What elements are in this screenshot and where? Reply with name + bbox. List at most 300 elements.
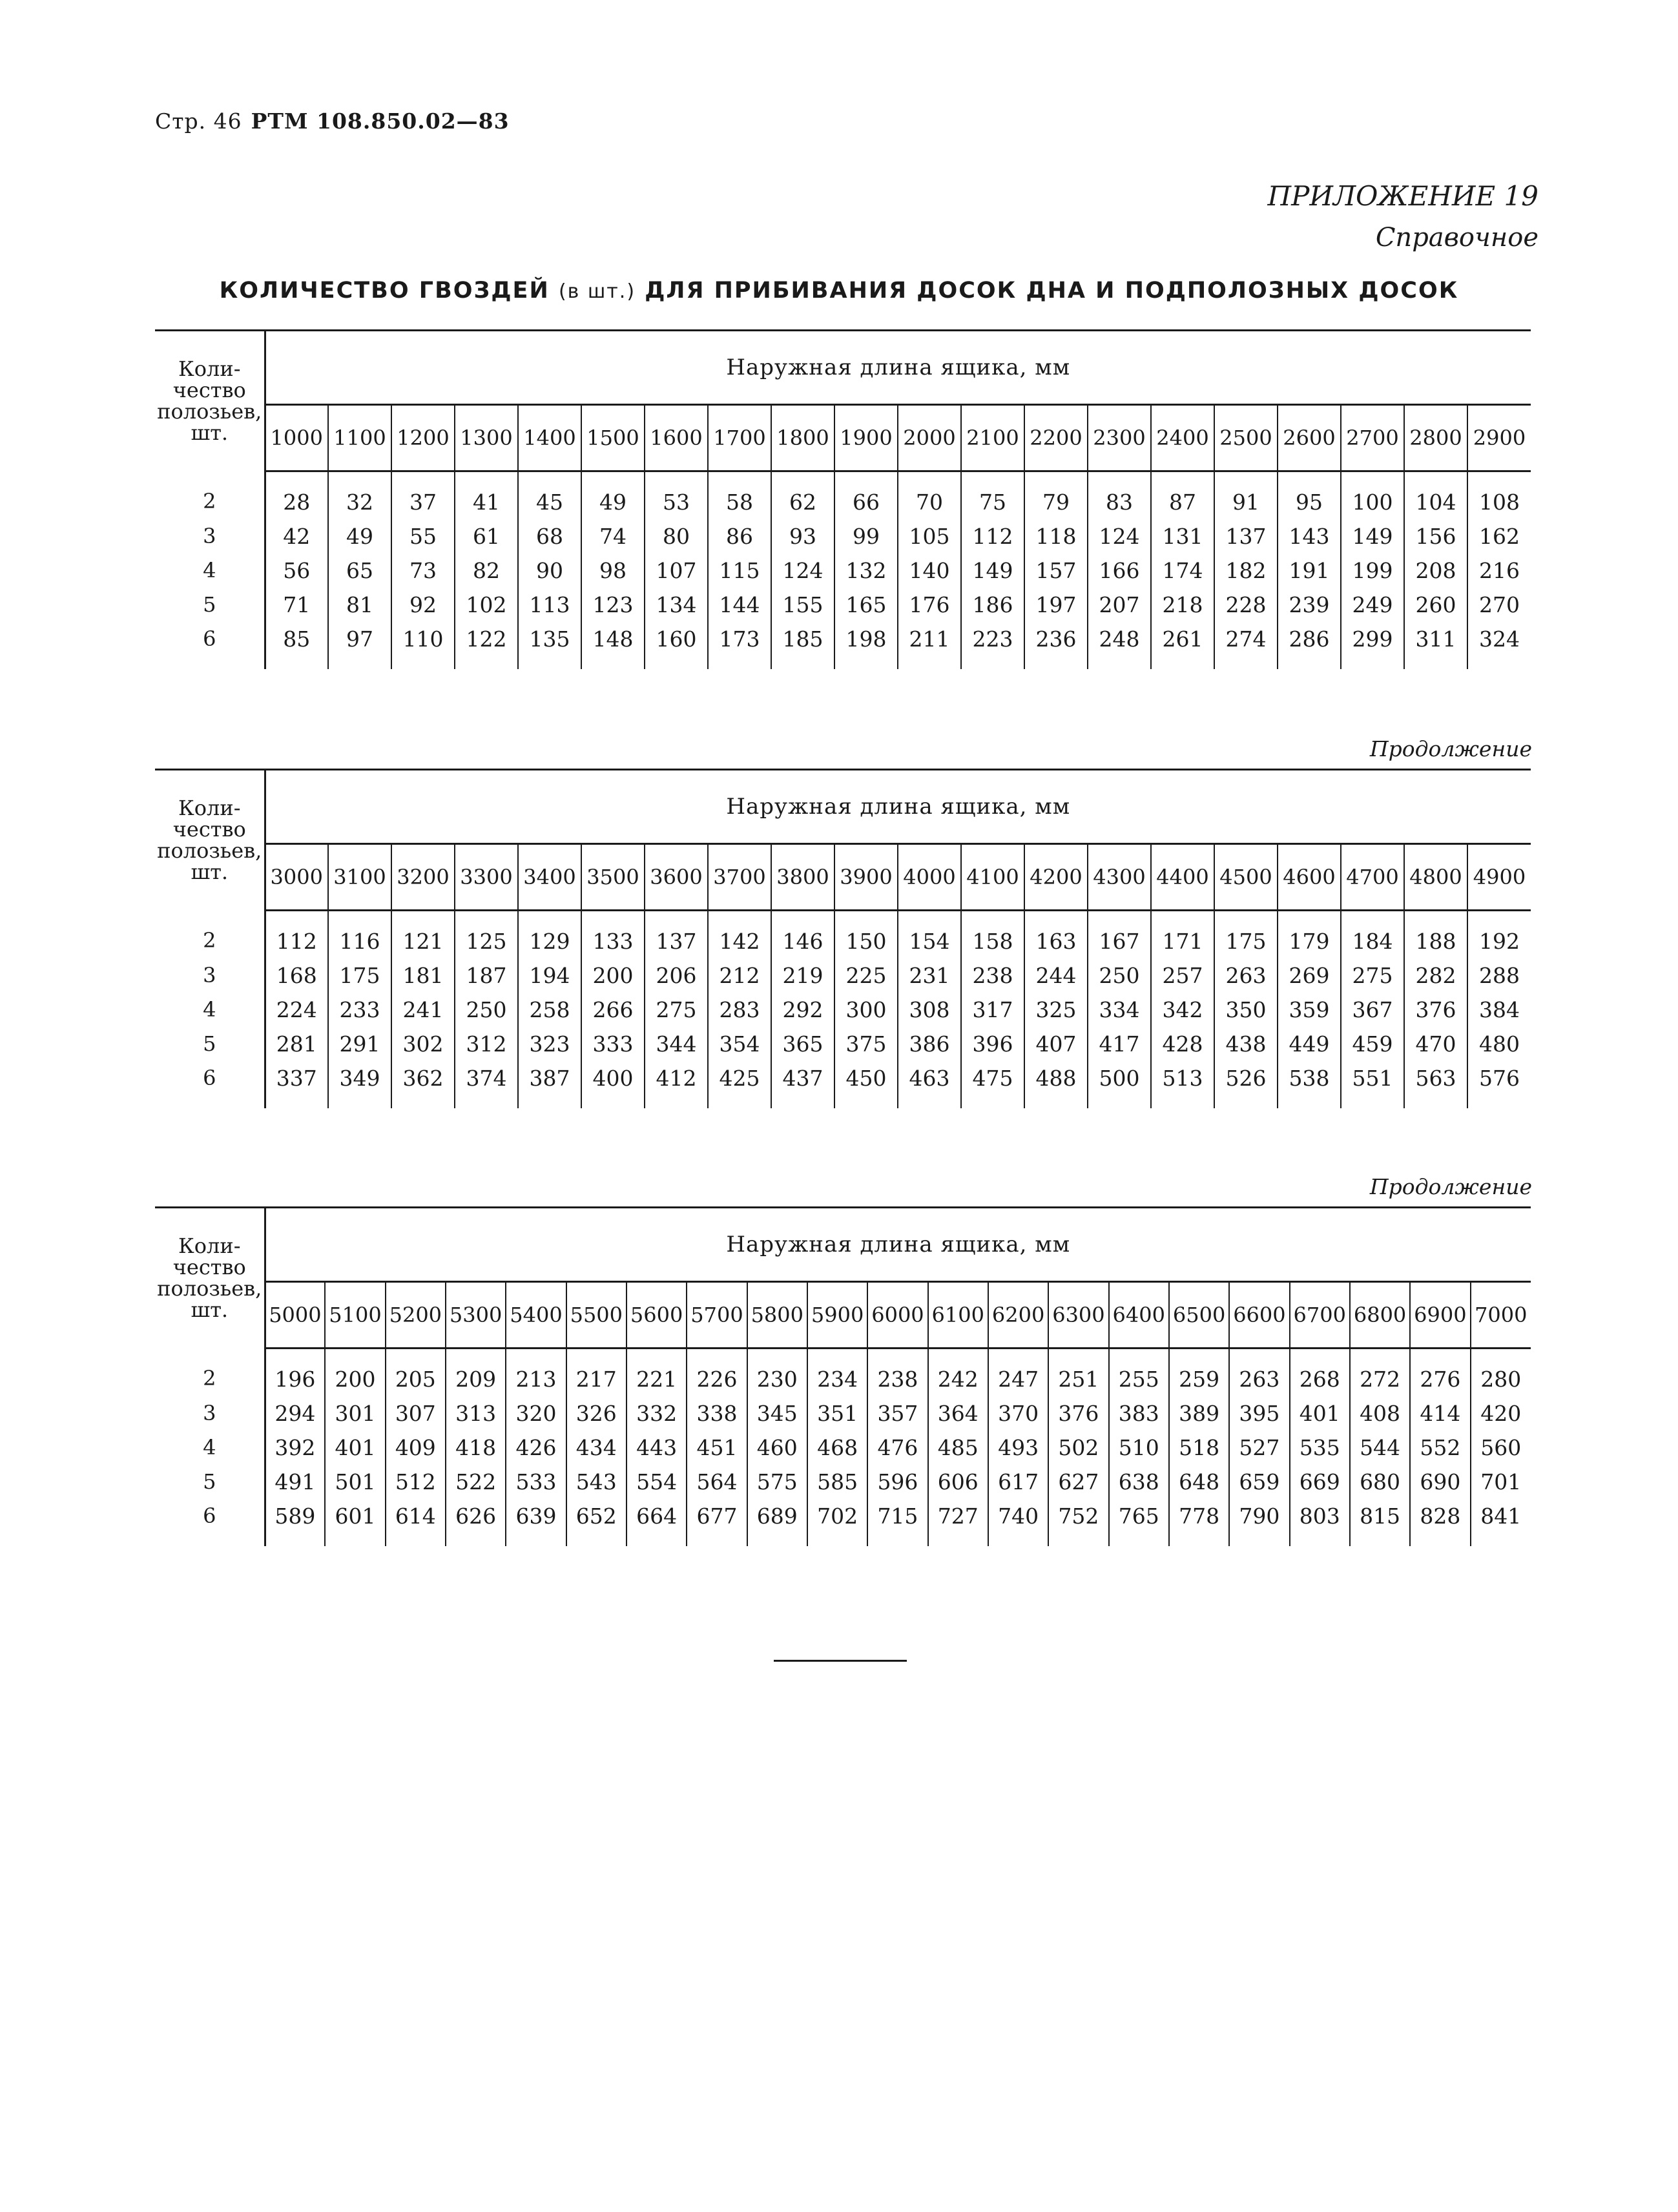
value-cell: 208 [1404, 553, 1467, 588]
length-header-cell: 5700 [687, 1282, 747, 1349]
value-cell: 307 [386, 1396, 446, 1431]
value-cell: 187 [455, 958, 518, 993]
value-cell: 112 [961, 519, 1024, 553]
value-cell: 488 [1024, 1061, 1088, 1108]
value-cell: 211 [898, 622, 961, 669]
value-cell: 125 [455, 911, 518, 959]
value-cell: 351 [807, 1396, 867, 1431]
value-cell: 275 [645, 993, 708, 1027]
value-cell: 308 [898, 993, 961, 1027]
length-header-cell: 6400 [1109, 1282, 1169, 1349]
value-cell: 510 [1109, 1431, 1169, 1465]
value-cell: 389 [1169, 1396, 1229, 1431]
value-cell: 260 [1404, 588, 1467, 622]
value-cell: 513 [1151, 1061, 1214, 1108]
value-cell: 395 [1229, 1396, 1289, 1431]
value-cell: 280 [1480, 1367, 1522, 1392]
value-cell: 533 [506, 1465, 566, 1499]
runners-cell: 6 [155, 622, 265, 669]
length-header-cell: 6600 [1229, 1282, 1289, 1349]
value-cell: 115 [708, 553, 771, 588]
value-cell: 459 [1341, 1027, 1404, 1061]
value-cell: 192 [1479, 929, 1520, 954]
length-header-cell: 1100 [328, 405, 391, 471]
value-cell: 268 [1290, 1349, 1350, 1397]
value-cell: 275 [1341, 958, 1404, 993]
value-cell: 58 [708, 471, 771, 520]
length-header-cell: 1300 [455, 405, 518, 471]
length-header-cell: 1900 [834, 405, 898, 471]
row-header-line: полозьев, [157, 399, 262, 424]
value-cell: 133 [581, 911, 645, 959]
data-table [155, 769, 1531, 1108]
value-cell: 500 [1088, 1061, 1151, 1108]
row-header-line: Коли- [178, 796, 241, 821]
value-cell: 49 [328, 519, 391, 553]
value-cell: 414 [1410, 1396, 1470, 1431]
value-cell: 102 [455, 588, 518, 622]
value-cell: 248 [1088, 622, 1151, 669]
value-cell: 263 [1229, 1349, 1289, 1397]
page-header [155, 109, 510, 134]
length-header-cell: 4100 [961, 844, 1024, 911]
value-cell: 418 [446, 1431, 506, 1465]
length-header-cell: 5400 [506, 1282, 566, 1349]
value-cell: 250 [455, 993, 518, 1027]
runners-cell: 4 [155, 993, 265, 1027]
value-cell: 648 [1169, 1465, 1229, 1499]
value-cell: 32 [328, 471, 391, 520]
value-cell: 386 [898, 1027, 961, 1061]
runners-cell: 5 [155, 1027, 265, 1061]
value-cell: 375 [834, 1027, 898, 1061]
value-cell: 233 [328, 993, 391, 1027]
value-cell: 99 [834, 519, 898, 553]
value-cell: 258 [518, 993, 581, 1027]
value-cell: 585 [807, 1465, 867, 1499]
value-cell: 207 [1088, 588, 1151, 622]
length-header-cell: 2400 [1151, 405, 1214, 471]
continuation-label-1: Продолжение [1369, 736, 1532, 761]
value-cell: 426 [506, 1431, 566, 1465]
value-cell: 463 [898, 1061, 961, 1108]
value-cell: 85 [265, 622, 328, 669]
value-cell: 606 [928, 1465, 988, 1499]
length-header-cell: 2200 [1024, 405, 1088, 471]
value-cell: 560 [1480, 1435, 1522, 1460]
value-cell: 333 [581, 1027, 645, 1061]
value-cell: 95 [1278, 471, 1341, 520]
value-cell: 270 [1479, 592, 1520, 617]
length-header-row [155, 405, 1531, 471]
value-cell: 790 [1229, 1499, 1289, 1546]
value-cell: 282 [1404, 958, 1467, 993]
value-cell: 460 [747, 1431, 807, 1465]
value-cell: 244 [1024, 958, 1088, 993]
row-header-cell [155, 1208, 265, 1349]
value-cell: 437 [771, 1061, 834, 1108]
value-cell: 438 [1214, 1027, 1278, 1061]
value-cell: 376 [1048, 1396, 1108, 1431]
runners-cell: 2 [155, 911, 265, 959]
value-cell: 512 [386, 1465, 446, 1499]
value-cell: 576 [1479, 1066, 1520, 1091]
value-cell: 263 [1214, 958, 1278, 993]
value-cell: 312 [455, 1027, 518, 1061]
value-cell: 551 [1341, 1061, 1404, 1108]
value-cell: 338 [687, 1396, 747, 1431]
value-cell: 182 [1214, 553, 1278, 588]
length-header-cell: 3000 [265, 844, 328, 911]
value-cell: 213 [506, 1349, 566, 1397]
length-header-cell: 1700 [708, 405, 771, 471]
value-cell: 563 [1404, 1061, 1467, 1108]
length-header-cell: 5800 [747, 1282, 807, 1349]
length-header-row [155, 844, 1531, 911]
value-cell: 42 [265, 519, 328, 553]
value-cell: 286 [1278, 622, 1341, 669]
length-header-cell: 3500 [581, 844, 645, 911]
value-cell: 140 [898, 553, 961, 588]
value-cell: 526 [1214, 1061, 1278, 1108]
value-cell: 171 [1151, 911, 1214, 959]
value-cell: 191 [1278, 553, 1341, 588]
length-header-cell: 2600 [1278, 405, 1341, 471]
value-cell: 238 [961, 958, 1024, 993]
value-cell: 544 [1350, 1431, 1410, 1465]
value-cell: 121 [391, 911, 455, 959]
value-cell: 236 [1024, 622, 1088, 669]
runners-cell: 2 [155, 1349, 265, 1397]
value-cell: 294 [265, 1396, 325, 1431]
value-cell: 392 [265, 1431, 325, 1465]
value-cell: 325 [1024, 993, 1088, 1027]
value-cell: 122 [455, 622, 518, 669]
value-cell: 276 [1410, 1349, 1470, 1397]
page-title [0, 278, 1678, 304]
value-cell: 409 [386, 1431, 446, 1465]
length-header-cell: 3100 [328, 844, 391, 911]
value-cell: 179 [1278, 911, 1341, 959]
value-cell: 554 [627, 1465, 687, 1499]
value-cell: 71 [265, 588, 328, 622]
value-cell: 197 [1024, 588, 1088, 622]
length-header-cell: 5200 [386, 1282, 446, 1349]
value-cell: 428 [1151, 1027, 1214, 1061]
value-cell: 317 [961, 993, 1024, 1027]
length-header-cell: 4200 [1024, 844, 1088, 911]
value-cell: 342 [1151, 993, 1214, 1027]
value-cell: 288 [1479, 963, 1520, 988]
value-cell: 112 [265, 911, 328, 959]
value-cell: 659 [1229, 1465, 1289, 1499]
length-header-cell: 4900 [1467, 844, 1531, 911]
value-cell: 626 [446, 1499, 506, 1546]
value-cell: 160 [645, 622, 708, 669]
value-cell: 205 [386, 1349, 446, 1397]
length-header-cell: 6800 [1350, 1282, 1410, 1349]
value-cell: 476 [867, 1431, 927, 1465]
value-cell: 401 [325, 1431, 385, 1465]
value-cell: 680 [1350, 1465, 1410, 1499]
nails-table-1 [155, 329, 1531, 669]
value-cell: 543 [566, 1465, 627, 1499]
value-cell: 564 [687, 1465, 747, 1499]
value-cell: 134 [645, 588, 708, 622]
length-header-cell: 4700 [1341, 844, 1404, 911]
value-cell: 345 [747, 1396, 807, 1431]
length-header-row [155, 1282, 1531, 1349]
value-cell: 367 [1341, 993, 1404, 1027]
row-header-line: шт. [191, 860, 229, 885]
column-group-title: Наружная длина ящика, мм [265, 1208, 1531, 1282]
value-cell: 116 [328, 911, 391, 959]
row-header-line: чество [172, 817, 246, 842]
value-cell: 283 [708, 993, 771, 1027]
value-cell: 181 [391, 958, 455, 993]
value-cell: 332 [627, 1396, 687, 1431]
value-cell: 349 [328, 1061, 391, 1108]
value-cell: 247 [988, 1349, 1048, 1397]
runners-cell: 3 [155, 958, 265, 993]
value-cell: 420 [1480, 1401, 1522, 1426]
value-cell: 740 [988, 1499, 1048, 1546]
table-row [155, 622, 1531, 669]
value-cell: 301 [325, 1396, 385, 1431]
row-header-line: шт. [191, 1297, 229, 1323]
appendix-number: ПРИЛОЖЕНИЕ 19 [1267, 180, 1538, 212]
value-cell: 176 [898, 588, 961, 622]
value-cell: 259 [1169, 1349, 1229, 1397]
value-cell: 575 [747, 1465, 807, 1499]
value-cell: 231 [898, 958, 961, 993]
value-cell: 70 [898, 471, 961, 520]
length-header-cell: 2000 [898, 405, 961, 471]
length-header-cell: 6500 [1169, 1282, 1229, 1349]
value-cell: 167 [1088, 911, 1151, 959]
value-cell: 425 [708, 1061, 771, 1108]
table-row [155, 1061, 1531, 1108]
table-row [155, 1396, 1531, 1431]
table-row [155, 553, 1531, 588]
value-cell: 480 [1479, 1031, 1520, 1057]
value-cell: 163 [1024, 911, 1088, 959]
table-row [155, 588, 1531, 622]
value-cell: 66 [834, 471, 898, 520]
row-header-line: Коли- [178, 357, 241, 382]
value-cell: 272 [1350, 1349, 1410, 1397]
column-group-title: Наружная длина ящика, мм [265, 770, 1531, 844]
value-cell: 251 [1048, 1349, 1108, 1397]
value-cell: 142 [708, 911, 771, 959]
length-header-cell: 4800 [1404, 844, 1467, 911]
value-cell: 324 [1479, 626, 1520, 652]
value-cell: 185 [771, 622, 834, 669]
value-cell: 225 [834, 958, 898, 993]
value-cell: 376 [1404, 993, 1467, 1027]
value-cell: 493 [988, 1431, 1048, 1465]
value-cell: 174 [1151, 553, 1214, 588]
value-cell: 216 [1479, 558, 1520, 583]
value-cell: 300 [834, 993, 898, 1027]
value-cell: 158 [961, 911, 1024, 959]
value-cell: 589 [265, 1499, 325, 1546]
document-code: РТМ 108.850.02—83 [251, 109, 510, 134]
value-cell: 638 [1109, 1465, 1169, 1499]
value-cell: 230 [747, 1349, 807, 1397]
length-header-cell: 4500 [1214, 844, 1278, 911]
value-cell: 313 [446, 1396, 506, 1431]
value-cell: 239 [1278, 588, 1341, 622]
value-cell: 37 [391, 471, 455, 520]
value-cell: 384 [1479, 997, 1520, 1022]
length-header-cell: 1400 [518, 405, 581, 471]
value-cell: 90 [518, 553, 581, 588]
length-header-cell: 4400 [1151, 844, 1214, 911]
nails-table-2 [155, 769, 1531, 1108]
value-cell: 144 [708, 588, 771, 622]
value-cell: 370 [988, 1396, 1048, 1431]
value-cell: 154 [898, 911, 961, 959]
value-cell: 354 [708, 1027, 771, 1061]
value-cell: 501 [325, 1465, 385, 1499]
length-header-cell: 3400 [518, 844, 581, 911]
value-cell: 249 [1341, 588, 1404, 622]
length-header-cell: 4000 [898, 844, 961, 911]
value-cell: 149 [961, 553, 1024, 588]
value-cell: 113 [518, 588, 581, 622]
runners-cell: 3 [155, 1396, 265, 1431]
length-header-cell: 1800 [771, 405, 834, 471]
value-cell: 344 [645, 1027, 708, 1061]
length-header-cell: 6200 [988, 1282, 1048, 1349]
value-cell: 702 [807, 1499, 867, 1546]
value-cell: 601 [325, 1499, 385, 1546]
value-cell: 364 [928, 1396, 988, 1431]
row-header-cell [155, 770, 265, 911]
value-cell: 689 [747, 1499, 807, 1546]
value-cell: 485 [928, 1431, 988, 1465]
value-cell: 217 [566, 1349, 627, 1397]
table-row [155, 1431, 1531, 1465]
value-cell: 93 [771, 519, 834, 553]
length-header-cell: 3900 [834, 844, 898, 911]
value-cell: 434 [566, 1431, 627, 1465]
length-header-cell: 3200 [391, 844, 455, 911]
value-cell: 765 [1109, 1499, 1169, 1546]
value-cell: 124 [1088, 519, 1151, 553]
table-row [155, 1027, 1531, 1061]
value-cell: 198 [834, 622, 898, 669]
length-header-cell: 5000 [265, 1282, 325, 1349]
data-table [155, 1206, 1531, 1546]
table-row [155, 1499, 1531, 1546]
value-cell: 81 [328, 588, 391, 622]
value-cell: 49 [581, 471, 645, 520]
table-row [155, 1349, 1531, 1397]
value-cell: 143 [1278, 519, 1341, 553]
value-cell: 302 [391, 1027, 455, 1061]
title-part-1: КОЛИЧЕСТВО ГВОЗДЕЙ [219, 278, 550, 304]
value-cell: 212 [708, 958, 771, 993]
value-cell: 75 [961, 471, 1024, 520]
length-header-cell: 2700 [1341, 405, 1404, 471]
header-row [155, 770, 1531, 844]
length-header-cell: 6100 [928, 1282, 988, 1349]
value-cell: 350 [1214, 993, 1278, 1027]
appendix-type: Справочное [1375, 223, 1538, 253]
value-cell: 266 [581, 993, 645, 1027]
value-cell: 82 [455, 553, 518, 588]
value-cell: 449 [1278, 1027, 1341, 1061]
value-cell: 617 [988, 1465, 1048, 1499]
value-cell: 502 [1048, 1431, 1108, 1465]
value-cell: 100 [1341, 471, 1404, 520]
value-cell: 841 [1480, 1504, 1522, 1529]
value-cell: 291 [328, 1027, 391, 1061]
value-cell: 132 [834, 553, 898, 588]
value-cell: 538 [1278, 1061, 1341, 1108]
header-row [155, 331, 1531, 405]
value-cell: 238 [867, 1349, 927, 1397]
table-row [155, 911, 1531, 959]
row-header-line: полозьев, [157, 1276, 262, 1301]
value-cell: 137 [645, 911, 708, 959]
value-cell: 148 [581, 622, 645, 669]
length-header-cell: 5300 [446, 1282, 506, 1349]
length-header-cell: 5100 [325, 1282, 385, 1349]
value-cell: 221 [627, 1349, 687, 1397]
table-row [155, 1465, 1531, 1499]
value-cell: 199 [1341, 553, 1404, 588]
value-cell: 334 [1088, 993, 1151, 1027]
value-cell: 97 [328, 622, 391, 669]
length-header-cell: 1600 [645, 405, 708, 471]
value-cell: 727 [928, 1499, 988, 1546]
value-cell: 155 [771, 588, 834, 622]
value-cell: 387 [518, 1061, 581, 1108]
title-part-2: ДЛЯ ПРИБИВАНИЯ ДОСОК ДНА И ПОДПОЛОЗНЫХ ДОСОК [645, 278, 1459, 304]
length-header-cell: 3300 [455, 844, 518, 911]
value-cell: 408 [1350, 1396, 1410, 1431]
value-cell: 104 [1404, 471, 1467, 520]
value-cell: 664 [627, 1499, 687, 1546]
length-header-cell: 6700 [1290, 1282, 1350, 1349]
value-cell: 241 [391, 993, 455, 1027]
value-cell: 56 [265, 553, 328, 588]
length-header-cell: 1000 [265, 405, 328, 471]
value-cell: 614 [386, 1499, 446, 1546]
value-cell: 417 [1088, 1027, 1151, 1061]
value-cell: 552 [1410, 1431, 1470, 1465]
value-cell: 443 [627, 1431, 687, 1465]
value-cell: 527 [1229, 1431, 1289, 1465]
value-cell: 292 [771, 993, 834, 1027]
value-cell: 194 [518, 958, 581, 993]
value-cell: 110 [391, 622, 455, 669]
length-header-cell: 6900 [1410, 1282, 1470, 1349]
value-cell: 124 [771, 553, 834, 588]
value-cell: 522 [446, 1465, 506, 1499]
length-header-cell: 2500 [1214, 405, 1278, 471]
value-cell: 326 [566, 1396, 627, 1431]
value-cell: 200 [581, 958, 645, 993]
length-header-cell: 6300 [1048, 1282, 1108, 1349]
table-row [155, 993, 1531, 1027]
value-cell: 690 [1410, 1465, 1470, 1499]
runners-cell: 6 [155, 1061, 265, 1108]
runners-cell: 5 [155, 1465, 265, 1499]
